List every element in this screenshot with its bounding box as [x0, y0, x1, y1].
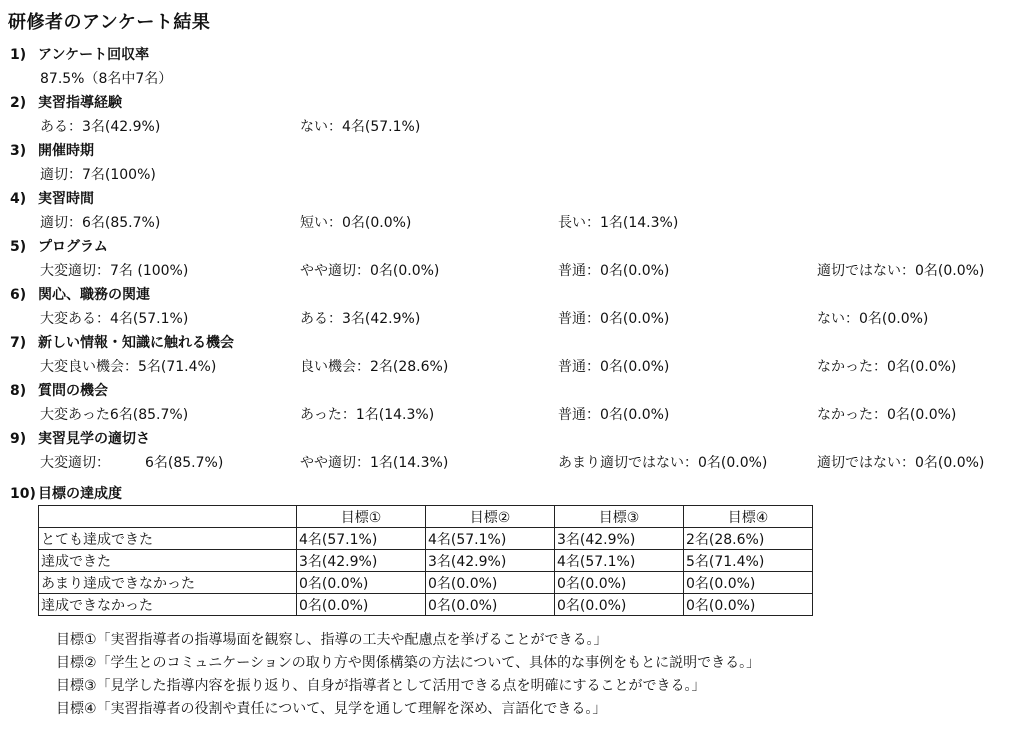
- answer-item: なかった：0名(0.0%): [817, 359, 957, 375]
- goal-definitions: [56, 629, 760, 721]
- section-number: 2): [10, 95, 27, 111]
- table-cell: 0名(0.0%): [684, 572, 813, 594]
- column-header: 目標④: [684, 506, 813, 528]
- answer-item: 長い：1名(14.3%): [558, 215, 679, 231]
- section-heading: 新しい情報・知識に触れる機会: [38, 335, 234, 351]
- table-cell: 4名(57.1%): [426, 528, 555, 550]
- table-row: [39, 594, 813, 616]
- table-cell: 4名(57.1%): [555, 550, 684, 572]
- table-cell: 0名(0.0%): [555, 594, 684, 616]
- section-heading: プログラム: [38, 239, 108, 255]
- table-cell: 0名(0.0%): [426, 572, 555, 594]
- goal-note: 目標④「実習指導者の役割や責任について、見学を通して理解を深め、言語化できる。」: [56, 701, 607, 717]
- answer-item: 適切：6名(85.7%): [40, 215, 161, 231]
- answer-item: 適切：7名(100%): [40, 167, 156, 183]
- row-label: 達成できなかった: [39, 594, 297, 616]
- answer-item: 普通：0名(0.0%): [558, 311, 670, 327]
- goal-achievement-table: [38, 505, 813, 616]
- answer-item: ない：4名(57.1%): [300, 119, 421, 135]
- answer-item: ある：3名(42.9%): [40, 119, 161, 135]
- table-row: [39, 550, 813, 572]
- answer-item: 短い：0名(0.0%): [300, 215, 412, 231]
- table-cell: 0名(0.0%): [555, 572, 684, 594]
- row-label: 達成できた: [39, 550, 297, 572]
- goal-note: 目標②「学生とのコミュニケーションの取り方や関係構築の方法について、具体的な事例をもとに説明できる。」: [56, 655, 761, 671]
- section-number: 7): [10, 335, 27, 351]
- table-cell: 0名(0.0%): [426, 594, 555, 616]
- section-number: 5): [10, 239, 27, 255]
- answer-item: 適切ではない：0名(0.0%): [817, 263, 985, 279]
- answer-item: 適切ではない：0名(0.0%): [817, 455, 985, 471]
- table-cell: 3名(42.9%): [555, 528, 684, 550]
- table-row: [39, 528, 813, 550]
- answer-item: あった：1名(14.3%): [300, 407, 435, 423]
- row-label: とても達成できた: [39, 528, 297, 550]
- section-new-knowledge: [0, 331, 1024, 379]
- table-cell: 0名(0.0%): [297, 572, 426, 594]
- table-cell: 0名(0.0%): [684, 594, 813, 616]
- section-heading: 実習見学の適切さ: [38, 431, 150, 447]
- answer-item: 87.5%（8名中7名）: [40, 71, 173, 87]
- answer-item: 大変適切： 6名(85.7%): [40, 455, 224, 471]
- section-heading: 関心、職務の関連: [38, 287, 150, 303]
- section-teaching-experience: [0, 91, 1024, 139]
- answer-item: 大変ある：4名(57.1%): [40, 311, 189, 327]
- table-cell: 3名(42.9%): [426, 550, 555, 572]
- section-practice-hours: [0, 187, 1024, 235]
- column-header: 目標③: [555, 506, 684, 528]
- section-heading: 質問の機会: [38, 383, 108, 399]
- answer-item: 大変良い機会：5名(71.4%): [40, 359, 217, 375]
- section-number: 4): [10, 191, 27, 207]
- section-program: [0, 235, 1024, 283]
- answer-item: 普通：0名(0.0%): [558, 263, 670, 279]
- section-collection-rate: [0, 43, 1024, 91]
- section-heading: 目標の達成度: [38, 486, 122, 502]
- column-header: 目標①: [297, 506, 426, 528]
- table-cell: 4名(57.1%): [297, 528, 426, 550]
- section-timing: [0, 139, 1024, 187]
- section-number: 8): [10, 383, 27, 399]
- section-heading: 開催時期: [38, 143, 94, 159]
- answer-item: やや適切：1名(14.3%): [300, 455, 449, 471]
- answer-item: 普通：0名(0.0%): [558, 407, 670, 423]
- section-heading: 実習指導経験: [38, 95, 122, 111]
- goals-heading-row: [0, 483, 122, 505]
- answer-item: 良い機会：2名(28.6%): [300, 359, 449, 375]
- goal-note: 目標③「見学した指導内容を振り返り、自身が指導者として活用できる点を明確にすることができる。」: [56, 678, 706, 694]
- table-cell: 0名(0.0%): [297, 594, 426, 616]
- table-row: [39, 572, 813, 594]
- section-number: 6): [10, 287, 27, 303]
- answer-item: あまり適切ではない：0名(0.0%): [558, 455, 768, 471]
- goal-note: 目標①「実習指導者の指導場面を観察し、指導の工夫や配慮点を挙げることができる。」: [56, 632, 608, 648]
- table-cell: 2名(28.6%): [684, 528, 813, 550]
- table-cell: 3名(42.9%): [297, 550, 426, 572]
- section-number: 10): [10, 486, 36, 502]
- answer-item: ある：3名(42.9%): [300, 311, 421, 327]
- table-header-row: [39, 506, 813, 528]
- answer-item: 普通：0名(0.0%): [558, 359, 670, 375]
- answer-item: 大変あった6名(85.7%): [40, 407, 189, 423]
- answer-item: やや適切：0名(0.0%): [300, 263, 440, 279]
- table-corner-cell: [39, 506, 297, 528]
- table-cell: 5名(71.4%): [684, 550, 813, 572]
- section-observation: [0, 427, 1024, 475]
- page-title: 研修者のアンケート結果: [8, 12, 211, 33]
- column-header: 目標②: [426, 506, 555, 528]
- section-job-relevance: [0, 283, 1024, 331]
- answer-item: ない：0名(0.0%): [817, 311, 929, 327]
- section-questions: [0, 379, 1024, 427]
- section-number: 9): [10, 431, 27, 447]
- row-label: あまり達成できなかった: [39, 572, 297, 594]
- section-number: 1): [10, 47, 27, 63]
- section-heading: アンケート回収率: [38, 47, 150, 63]
- answer-item: 大変適切：7名 (100%): [40, 263, 189, 279]
- section-heading: 実習時間: [38, 191, 94, 207]
- section-number: 3): [10, 143, 27, 159]
- survey-sections: [0, 43, 1024, 475]
- answer-item: なかった：0名(0.0%): [817, 407, 957, 423]
